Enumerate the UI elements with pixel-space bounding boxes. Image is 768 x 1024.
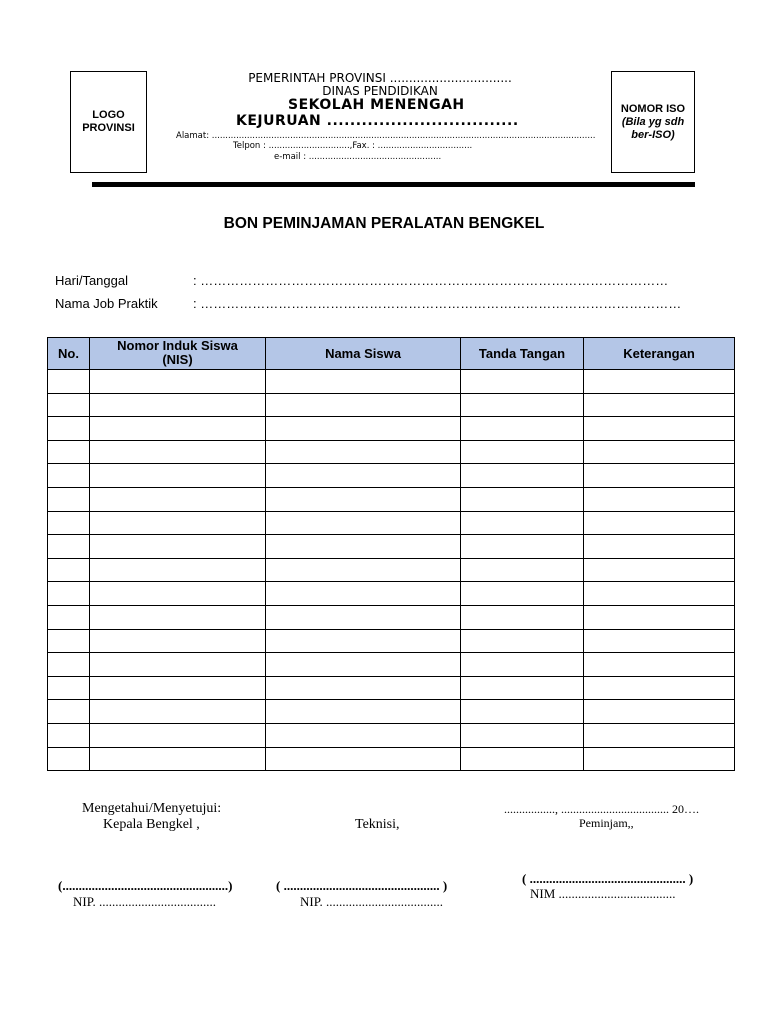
table-cell — [90, 723, 266, 747]
logo-placeholder-label: LOGO PROVINSI — [82, 109, 135, 134]
table-cell — [584, 747, 735, 771]
table-row — [48, 605, 735, 629]
table-cell — [461, 629, 584, 653]
workshop-head-name-line: (...................................................) — [58, 878, 233, 893]
table-row — [48, 487, 735, 511]
column-header-nis — [90, 338, 266, 370]
table-cell — [461, 653, 584, 677]
iso-label-plain: NOMOR ISO — [620, 102, 686, 115]
table-cell — [461, 464, 584, 488]
table-row — [48, 417, 735, 441]
table-cell — [461, 487, 584, 511]
table-cell — [584, 605, 735, 629]
table-cell — [266, 676, 461, 700]
header-divider — [92, 182, 695, 187]
table-cell — [584, 464, 735, 488]
table-cell — [461, 511, 584, 535]
table-row — [48, 747, 735, 771]
table-row — [48, 676, 735, 700]
table-cell — [48, 747, 90, 771]
table-cell — [90, 605, 266, 629]
school-name-line-1: SEKOLAH MENENGAH — [288, 97, 465, 113]
table-row — [48, 464, 735, 488]
table-cell — [90, 464, 266, 488]
table-cell — [461, 723, 584, 747]
email-line: e-mail : ................................................. — [274, 152, 442, 162]
table-cell — [584, 370, 735, 394]
table-cell — [48, 417, 90, 441]
technician-name-line: ( ................................................ ) — [276, 878, 448, 893]
government-line: PEMERINTAH PROVINSI ................................ — [248, 71, 512, 85]
table-cell — [48, 653, 90, 677]
borrower-nim-line: NIM .................................... — [530, 886, 676, 901]
table-cell — [266, 653, 461, 677]
table-cell — [584, 417, 735, 441]
table-header-row — [48, 338, 735, 370]
table-cell — [48, 605, 90, 629]
table-cell — [266, 700, 461, 724]
table-cell — [90, 535, 266, 559]
table-cell — [48, 511, 90, 535]
table-cell — [266, 582, 461, 606]
technician-label: Teknisi, — [355, 817, 400, 832]
table-row — [48, 440, 735, 464]
borrower-name-line: ( ................................................ ) — [522, 871, 694, 886]
table-row — [48, 535, 735, 559]
table-cell — [48, 487, 90, 511]
table-cell — [461, 440, 584, 464]
table-cell — [584, 723, 735, 747]
table-row — [48, 700, 735, 724]
table-row — [48, 629, 735, 653]
table-cell — [90, 417, 266, 441]
table-cell — [266, 393, 461, 417]
table-cell — [584, 511, 735, 535]
education-office-line: DINAS PENDIDIKAN — [322, 84, 438, 98]
table-cell — [48, 723, 90, 747]
place-date-line: ................., .................................... 20…. — [504, 802, 699, 816]
job-name-field-value: : ………………………………………………………………………………………………… — [193, 296, 682, 311]
table-cell — [90, 440, 266, 464]
table-cell — [266, 417, 461, 441]
table-cell — [461, 417, 584, 441]
table-row — [48, 653, 735, 677]
document-title: BON PEMINJAMAN PERALATAN BENGKEL — [223, 215, 545, 232]
table-cell — [584, 676, 735, 700]
approval-label: Mengetahui/Menyetujui: — [82, 801, 222, 816]
table-cell — [48, 440, 90, 464]
table-cell — [584, 558, 735, 582]
table-cell — [90, 393, 266, 417]
table-cell — [584, 440, 735, 464]
table-cell — [461, 558, 584, 582]
table-cell — [90, 582, 266, 606]
table-cell — [266, 464, 461, 488]
table-cell — [48, 582, 90, 606]
column-header-student-name: Nama Siswa — [266, 338, 461, 370]
table-cell — [90, 370, 266, 394]
table-row — [48, 582, 735, 606]
table-cell — [90, 676, 266, 700]
column-header-signature: Tanda Tangan — [461, 338, 584, 370]
table-cell — [90, 558, 266, 582]
workshop-head-nip-line: NIP. .................................... — [73, 894, 217, 909]
column-header-nis-label: Nomor Induk Siswa (NIS) — [117, 338, 238, 367]
table-cell — [90, 511, 266, 535]
borrower-label: Peminjam,, — [579, 816, 634, 830]
table-cell — [90, 629, 266, 653]
table-cell — [266, 558, 461, 582]
table-cell — [461, 700, 584, 724]
table-row — [48, 558, 735, 582]
table-cell — [461, 605, 584, 629]
logo-placeholder-box — [70, 71, 147, 173]
table-cell — [266, 511, 461, 535]
iso-label-italic: (Bila yg sdh ber-ISO) — [621, 115, 685, 141]
table-cell — [584, 582, 735, 606]
table-cell — [461, 370, 584, 394]
workshop-head-label: Kepala Bengkel , — [103, 817, 200, 832]
table-body — [48, 370, 735, 771]
table-cell — [266, 487, 461, 511]
table-cell — [48, 700, 90, 724]
table-cell — [266, 723, 461, 747]
table-cell — [266, 629, 461, 653]
table-cell — [266, 440, 461, 464]
table-row — [48, 370, 735, 394]
table-cell — [461, 393, 584, 417]
table-cell — [461, 535, 584, 559]
table-cell — [461, 747, 584, 771]
column-header-no: No. — [48, 338, 90, 370]
table-cell — [461, 582, 584, 606]
date-field-value: : ……………………………………………………………………………………………… — [193, 273, 669, 288]
table-cell — [48, 629, 90, 653]
table-cell — [48, 464, 90, 488]
date-field-label: Hari/Tanggal — [55, 273, 128, 288]
table-cell — [48, 370, 90, 394]
table-cell — [48, 535, 90, 559]
table-cell — [48, 393, 90, 417]
table-row — [48, 511, 735, 535]
table-cell — [584, 653, 735, 677]
iso-number-box — [611, 71, 695, 173]
job-name-field-label: Nama Job Praktik — [55, 296, 158, 311]
technician-nip-line: NIP. .................................... — [300, 894, 444, 909]
table-row — [48, 393, 735, 417]
column-header-remarks: Keterangan — [584, 338, 735, 370]
table-cell — [461, 676, 584, 700]
table-cell — [266, 370, 461, 394]
iso-number-label — [620, 103, 686, 142]
table-cell — [266, 535, 461, 559]
table-cell — [90, 487, 266, 511]
table-cell — [90, 700, 266, 724]
borrowing-table — [47, 337, 735, 771]
table-cell — [584, 535, 735, 559]
table-cell — [584, 629, 735, 653]
table-cell — [584, 393, 735, 417]
table-cell — [48, 676, 90, 700]
table-cell — [584, 700, 735, 724]
table-cell — [584, 487, 735, 511]
table-cell — [266, 747, 461, 771]
address-line: Alamat: .............................................................................................................................................. — [176, 131, 596, 141]
table-cell — [90, 747, 266, 771]
table-cell — [266, 605, 461, 629]
phone-fax-line: Telpon : ..............................,Fax. : ................................... — [233, 141, 473, 151]
table-row — [48, 723, 735, 747]
table-cell — [48, 558, 90, 582]
school-name-line-2: KEJURUAN ................................. — [236, 113, 519, 129]
table-cell — [90, 653, 266, 677]
